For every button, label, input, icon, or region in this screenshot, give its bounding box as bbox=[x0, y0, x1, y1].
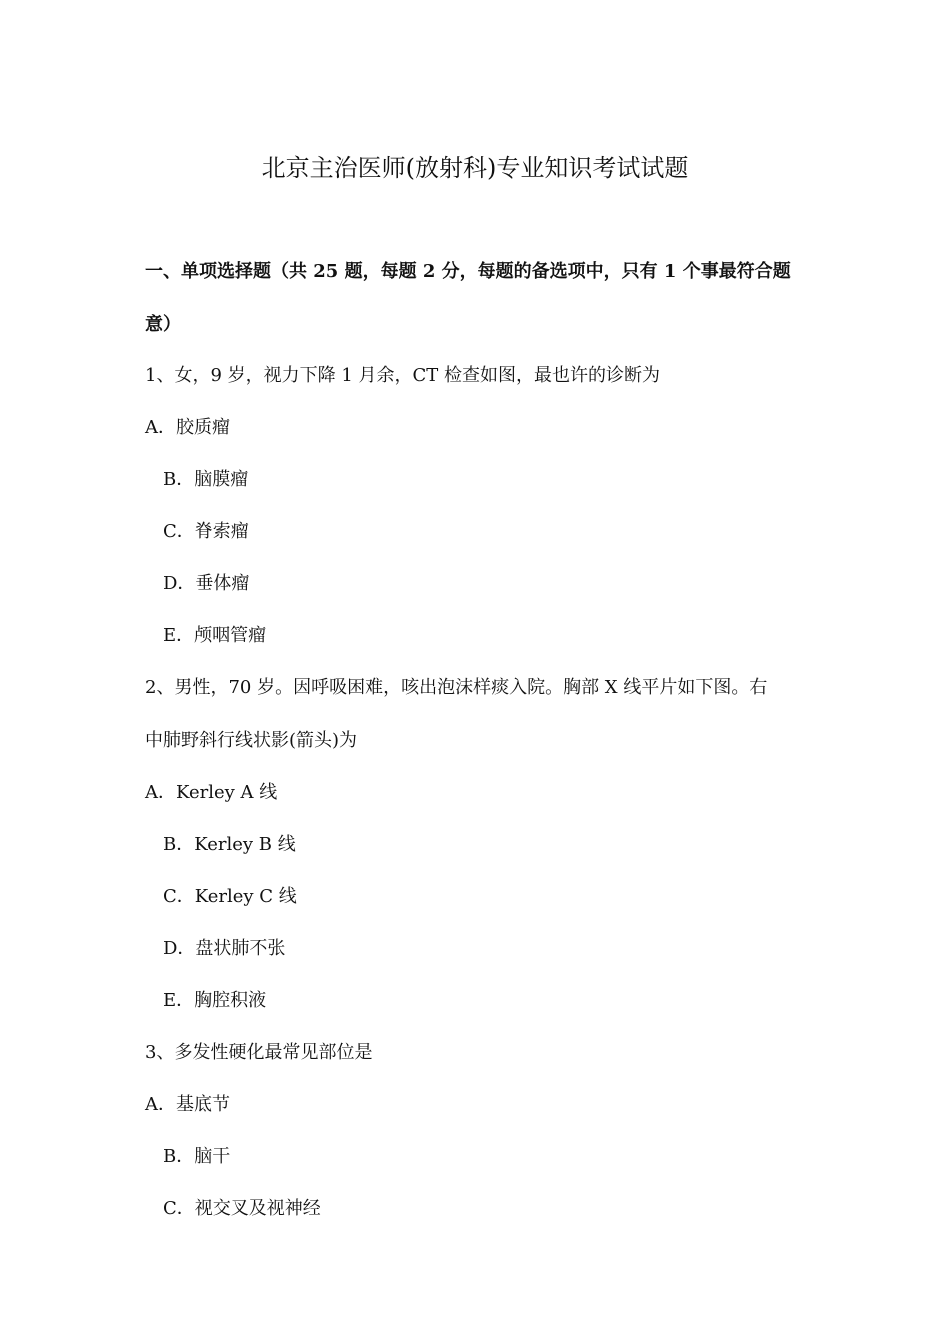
question-3-option-a: A．基底节 bbox=[145, 1094, 230, 1115]
question-1-option-c: C．脊索瘤 bbox=[163, 521, 249, 542]
question-2-option-e: E．胸腔积液 bbox=[163, 990, 267, 1011]
question-3-option-c: C．视交叉及视神经 bbox=[163, 1198, 321, 1219]
section-heading-line-1: 一、单项选择题（共 25 题，每题 2 分，每题的备选项中，只有 1 个事最符合题 bbox=[145, 261, 791, 282]
document-title: 北京主治医师(放射科)专业知识考试试题 bbox=[261, 154, 689, 182]
question-1-option-a: A．胶质瘤 bbox=[145, 417, 230, 438]
question-3-stem: 3、多发性硬化最常见部位是 bbox=[145, 1042, 373, 1063]
question-1-option-e: E．颅咽管瘤 bbox=[163, 625, 267, 646]
question-1-option-b: B．脑膜瘤 bbox=[163, 469, 249, 490]
question-1-option-d: D．垂体瘤 bbox=[163, 573, 250, 594]
question-2-stem-line-1: 2、男性，70 岁。因呼吸困难，咳出泡沫样痰入院。胸部 X 线平片如下图。右 bbox=[145, 677, 768, 698]
question-2-option-d: D．盘状肺不张 bbox=[163, 938, 286, 959]
question-3-option-b: B．脑干 bbox=[163, 1146, 231, 1167]
question-2-option-a: A．Kerley A 线 bbox=[145, 782, 278, 803]
question-2-option-c: C．Kerley C 线 bbox=[163, 886, 297, 907]
question-1-stem: 1、女，9 岁，视力下降 1 月余，CT 检查如图，最也许的诊断为 bbox=[145, 365, 661, 386]
question-2-option-b: B．Kerley B 线 bbox=[163, 834, 296, 855]
section-heading-line-2: 意） bbox=[145, 314, 181, 335]
question-2-stem-line-2: 中肺野斜行线状影(箭头)为 bbox=[145, 730, 358, 751]
